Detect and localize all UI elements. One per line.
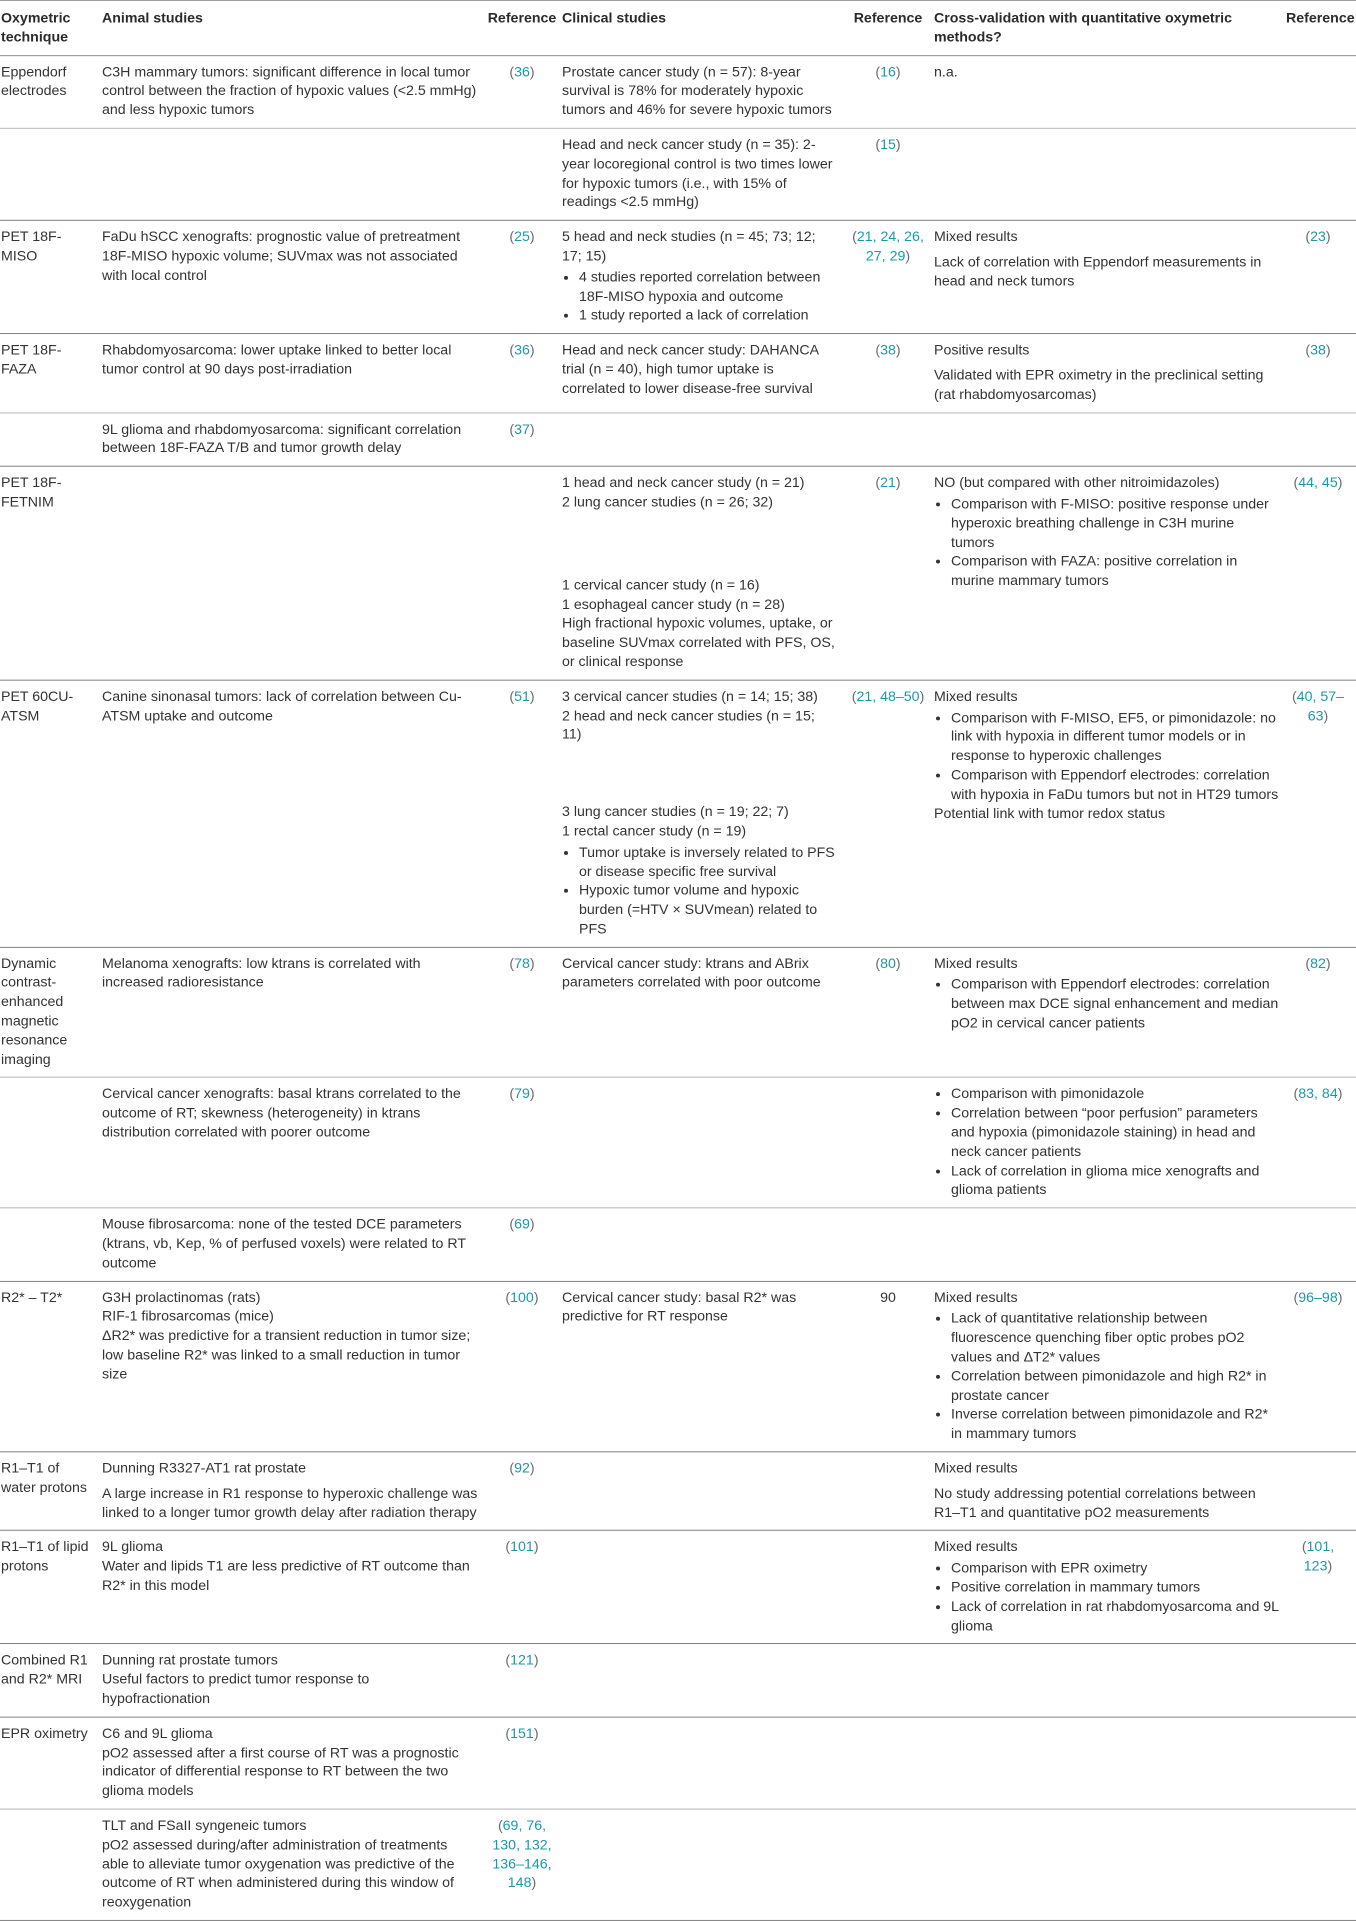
table-row [0, 1281, 1356, 1452]
reference-link[interactable]: 51 [514, 689, 530, 705]
animal-studies-cell [102, 1531, 484, 1644]
technique-cell: Eppendorf electrodes [1, 64, 67, 100]
bullet-item: • Comparison with F-MISO: positive response under hyperoxic breathing challenge in C3H murine tumors [951, 496, 1280, 554]
reference-link[interactable]: 79 [514, 1086, 530, 1103]
animal-text: Canine sinonasal tumors: lack of correlation between Cu-ATSM uptake and outcome [102, 689, 462, 724]
animal-ref-cell: (25) [509, 229, 535, 246]
clinical-text: Cervical cancer study: basal R2* was predictive for RT response [562, 1290, 797, 1325]
animal-ref-cell: (37) [509, 421, 535, 438]
clinical-studies-cell [562, 466, 844, 680]
technique-cell: PET 18F-FETNIM [1, 475, 62, 511]
animal-studies-cell [102, 55, 484, 128]
bullet-item: • Lack of correlation in glioma mice xenografts and glioma patients [951, 1162, 1280, 1200]
cross-text: Potential link with tumor redox status [934, 806, 1166, 822]
bullet-item: • Comparison with EPR oximetry [951, 1560, 1280, 1579]
cross-ref-cell [1286, 1208, 1356, 1281]
cross-validation-cell [934, 1452, 1286, 1531]
cross-validation-cell [934, 55, 1286, 128]
clinical-text: Head and neck cancer study (n = 35): 2-year locoregional control is two times lower for hypoxic tumors (i.e., with 15% of readings <2.5 mmHg) [562, 137, 833, 211]
technique-cell [0, 412, 102, 466]
clinical-text: 3 cervical cancer studies (n = 14; 15; 38) [562, 689, 818, 705]
reference-link[interactable]: 44, 45 [1298, 475, 1338, 492]
clinical-ref-cell [844, 1078, 934, 1208]
table-row [0, 1644, 1356, 1717]
animal-ref-cell: (69) [509, 1217, 535, 1233]
clinical-text: 3 lung cancer studies (n = 19; 22; 7) [562, 804, 789, 821]
clinical-studies-cell [562, 220, 844, 333]
clinical-ref-cell: (16) [875, 64, 901, 80]
cross-ref-cell: (83, 84) [1293, 1086, 1343, 1103]
animal-ref-cell: (78) [509, 956, 535, 972]
header-animal-reference: Reference [487, 10, 557, 27]
clinical-studies-cell [562, 1281, 844, 1452]
cross-validation-cell [934, 1208, 1286, 1281]
animal-text: Useful factors to predict tumor response to hypofractionation [102, 1672, 370, 1707]
clinical-ref-cell: (80) [875, 956, 901, 972]
clinical-studies-cell [562, 680, 844, 947]
clinical-ref-cell [844, 412, 934, 466]
cross-text: n.a. [934, 64, 958, 80]
cross-text: Mixed results [934, 689, 1018, 705]
animal-text: Melanoma xenografts: low ktrans is correlated with increased radioresistance [102, 956, 421, 991]
cross-bullet-list [934, 976, 1280, 1034]
table-row [0, 680, 1356, 947]
cross-text: Mixed results [934, 956, 1018, 972]
animal-studies-cell [102, 220, 484, 333]
animal-ref-cell [484, 128, 562, 220]
clinical-ref-cell: (21) [875, 475, 901, 492]
reference-link[interactable]: 37 [514, 421, 530, 438]
reference-link[interactable]: 80 [880, 956, 896, 972]
reference-link[interactable]: 25 [514, 229, 530, 246]
cross-text: NO (but compared with other nitroimidazoles) [934, 475, 1220, 492]
bullet-item: • 4 studies reported correlation between 18F-MISO hypoxia and outcome [579, 269, 838, 307]
clinical-studies-cell [562, 412, 844, 466]
table-row [0, 466, 1356, 680]
clinical-text: High fractional hypoxic volumes, uptake, or baseline SUVmax correlated with PFS, OS, or clinical response [562, 616, 835, 670]
table-row [0, 1717, 1356, 1809]
animal-text: Rhabdomyosarcoma: lower uptake linked to better local tumor control at 90 days post-irradiation [102, 342, 452, 378]
header-cross-reference: Reference [1286, 10, 1355, 27]
clinical-ref-cell [844, 1281, 934, 1452]
animal-studies-cell [102, 128, 484, 220]
header-technique: Oxymetric technique [1, 10, 71, 46]
clinical-studies-cell [562, 1644, 844, 1717]
clinical-ref-cell [844, 1531, 934, 1644]
clinical-ref-cell: (21, 48–50) [851, 689, 925, 705]
clinical-text: 1 rectal cancer study (n = 19) [562, 823, 747, 840]
reference-link[interactable]: 40, 57–63 [1296, 689, 1345, 724]
animal-studies-cell [102, 412, 484, 466]
reference-link[interactable]: 36 [514, 342, 530, 359]
cross-text: Lack of correlation with Eppendorf measurements in head and neck tumors [934, 254, 1262, 290]
animal-text: pO2 assessed during/after administration of treatments able to alleviate tumor oxygenation was predictive of the outcome of RT when administered during this window of reoxygenation [102, 1837, 455, 1911]
clinical-studies-cell [562, 1531, 844, 1644]
animal-studies-cell [102, 466, 484, 680]
table-row [0, 1452, 1356, 1531]
clinical-ref-cell: (15) [875, 137, 901, 153]
animal-text: Dunning R3327-AT1 rat prostate [102, 1461, 306, 1477]
table-row [0, 220, 1356, 333]
animal-text: Water and lipids T1 are less predictive of RT outcome than R2* in this model [102, 1558, 470, 1594]
animal-text: 9L glioma and rhabdomyosarcoma: significant correlation between 18F-FAZA T/B and tumor growth delay [102, 421, 462, 457]
animal-text: Cervical cancer xenografts: basal ktrans correlated to the outcome of RT; skewness (heterogeneity) in ktrans distribution correlated with poorer outcome [102, 1086, 461, 1141]
reference-link[interactable]: 36 [514, 64, 530, 80]
cross-bullet-list [934, 1310, 1280, 1444]
bullet-item: • 1 study reported a lack of correlation [579, 307, 838, 326]
technique-cell: PET 60CU-ATSM [1, 689, 74, 724]
bullet-item: • Positive correlation in mammary tumors [951, 1579, 1280, 1598]
cross-ref-cell [1286, 1644, 1356, 1717]
bullet-item: • Inverse correlation between pimonidazole and R2* in mammary tumors [951, 1406, 1280, 1444]
cross-validation-cell [934, 1078, 1286, 1208]
table-row [0, 1078, 1356, 1208]
animal-text: 9L glioma [102, 1539, 163, 1556]
animal-text: C6 and 9L glioma [102, 1726, 213, 1742]
technique-cell [0, 1809, 102, 1920]
animal-studies-cell [102, 1078, 484, 1208]
clinical-studies-cell [562, 1809, 844, 1920]
cross-text: Mixed results [934, 1539, 1018, 1556]
animal-text: TLT and FSaII syngeneic tumors [102, 1818, 307, 1834]
cross-text: Positive results [934, 342, 1030, 359]
cross-bullet-list [934, 709, 1280, 805]
cross-ref-cell: (38) [1305, 342, 1331, 359]
table-row [0, 1208, 1356, 1281]
reference-link[interactable]: 69 [514, 1217, 530, 1233]
cross-validation-cell [934, 412, 1286, 466]
cross-text: Validated with EPR oximetry in the preclinical setting (rat rhabdomyosarcomas) [934, 367, 1264, 403]
animal-studies-cell [102, 680, 484, 947]
technique-cell: R2* – T2* [1, 1290, 63, 1306]
bullet-item: • Comparison with Eppendorf electrodes: correlation between max DCE signal enhancement and median pO2 in cervical cancer patients [951, 976, 1280, 1034]
animal-ref-cell: (79) [509, 1086, 535, 1103]
cross-ref-cell [1286, 55, 1356, 128]
cross-validation-cell [934, 1531, 1286, 1644]
animal-studies-cell [102, 1281, 484, 1452]
clinical-studies-cell [562, 947, 844, 1077]
clinical-studies-cell [562, 55, 844, 128]
table-row [0, 412, 1356, 466]
reference-link[interactable]: 101, 123 [1303, 1539, 1335, 1575]
reference-link[interactable]: 83, 84 [1298, 1086, 1338, 1103]
cross-validation-cell [934, 1717, 1286, 1809]
table-row [0, 1531, 1356, 1644]
animal-ref-cell: (100) [505, 1290, 539, 1306]
reference-link[interactable]: 69, 76, 130, 132, 136–146, 148 [492, 1818, 552, 1892]
technique-cell: EPR oximetry [1, 1726, 88, 1742]
cross-text: No study addressing potential correlations between R1–T1 and quantitative pO2 measurements [934, 1486, 1256, 1521]
clinical-ref-cell: (21, 24, 26, 27, 29) [852, 229, 924, 265]
cross-ref-cell: (44, 45) [1293, 475, 1343, 492]
reference-link[interactable]: 100 [510, 1290, 534, 1306]
cross-text: Mixed results [934, 1290, 1018, 1306]
clinical-studies-cell [562, 128, 844, 220]
cross-validation-cell [934, 680, 1286, 947]
cross-validation-cell [934, 947, 1286, 1077]
animal-text: Mouse fibrosarcoma: none of the tested DCE parameters (ktrans, vb, Kep, % of perfused voxels) were related to RT outcome [102, 1217, 466, 1272]
reference-link[interactable]: 96–98 [1298, 1290, 1338, 1306]
header-clinical-reference: Reference [853, 10, 923, 27]
technique-cell: PET 18F-MISO [1, 229, 62, 265]
animal-text: A large increase in R1 response to hyperoxic challenge was linked to a longer tumor growth delay after radiation therapy [102, 1486, 478, 1521]
table-row [0, 55, 1356, 128]
cross-ref-cell: (40, 57–63) [1291, 689, 1345, 724]
clinical-studies-cell [562, 1452, 844, 1531]
animal-studies-cell [102, 947, 484, 1077]
bullet-item: • Comparison with FAZA: positive correlation in murine mammary tumors [951, 553, 1280, 591]
animal-text: pO2 assessed after a first course of RT was a prognostic indicator of differential response to RT between the two glioma models [102, 1745, 459, 1800]
cross-validation-cell [934, 220, 1286, 333]
clinical-text: Prostate cancer study (n = 57): 8-year survival is 78% for moderately hypoxic tumors and 46% for severe hypoxic tumors [562, 64, 832, 119]
clinical-text: 1 head and neck cancer study (n = 21) [562, 475, 805, 492]
table-header-row [0, 0, 1356, 55]
cross-text: Mixed results [934, 1461, 1018, 1477]
cross-validation-cell [934, 1281, 1286, 1452]
animal-text: RIF-1 fibrosarcomas (mice) [102, 1309, 274, 1325]
clinical-ref-cell: (38) [875, 342, 901, 359]
cross-ref-cell: (82) [1305, 956, 1331, 972]
animal-ref-cell: (36) [509, 342, 535, 359]
clinical-text: 2 head and neck cancer studies (n = 15; 11) [562, 708, 815, 743]
cross-ref-cell: (23) [1305, 229, 1331, 246]
bullet-item: • Correlation between pimonidazole and high R2* in prostate cancer [951, 1368, 1280, 1406]
animal-studies-cell [102, 1809, 484, 1920]
cross-ref-cell [1286, 1717, 1356, 1809]
clinical-text: 2 lung cancer studies (n = 26; 32) [562, 494, 773, 511]
clinical-ref-cell [844, 1452, 934, 1531]
clinical-text: 1 cervical cancer study (n = 16) [562, 577, 760, 594]
bullet-item: • Tumor uptake is inversely related to PFS or disease specific free survival [579, 844, 838, 882]
clinical-studies-cell [562, 1717, 844, 1809]
reference-link[interactable]: 151 [510, 1726, 534, 1742]
animal-ref-cell: (151) [505, 1726, 539, 1742]
animal-ref-cell: (101) [505, 1539, 539, 1556]
bullet-item: • Lack of quantitative relationship between fluorescence quenching fiber optic probes pO2 values and ΔT2* values [951, 1310, 1280, 1368]
table-row [0, 1809, 1356, 1920]
table-row [0, 947, 1356, 1077]
animal-studies-cell [102, 1208, 484, 1281]
animal-ref-cell: (51) [509, 689, 535, 705]
cross-ref-cell [1286, 128, 1356, 220]
reference-link[interactable]: 15 [880, 137, 896, 153]
animal-text: G3H prolactinomas (rats) [102, 1290, 261, 1306]
reference-link[interactable]: 78 [514, 956, 530, 972]
animal-text: ΔR2* was predictive for a transient reduction in tumor size; low baseline R2* was linked to a small reduction in tumor size [102, 1328, 471, 1383]
reference-link[interactable]: 121 [510, 1653, 534, 1669]
clinical-ref-cell [844, 1717, 934, 1809]
bullet-item: • Lack of correlation in rat rhabdomyosarcoma and 9L glioma [951, 1598, 1280, 1636]
cross-bullet-list [934, 1560, 1280, 1637]
technique-cell [0, 128, 102, 220]
cross-validation-cell [934, 1809, 1286, 1920]
reference-link[interactable]: 38 [880, 342, 896, 359]
bullet-item: • Correlation between “poor perfusion” parameters and hypoxia (pimonidazole staining) in head and neck cancer patients [951, 1105, 1280, 1163]
animal-text: C3H mammary tumors: significant difference in local tumor control between the fraction of hypoxic values (<2.5 mmHg) and less hypoxic tumors [102, 64, 477, 119]
cross-validation-cell [934, 334, 1286, 413]
animal-studies-cell [102, 334, 484, 413]
header-cross-validation: Cross-validation with quantitative oxymetric methods? [934, 10, 1232, 46]
reference-link[interactable]: 92 [514, 1461, 530, 1477]
clinical-text: 1 esophageal cancer study (n = 28) [562, 596, 785, 613]
header-animal-studies: Animal studies [102, 10, 203, 27]
cross-bullet-list [934, 1086, 1280, 1201]
animal-ref-cell: (92) [509, 1461, 535, 1477]
technique-cell: PET 18F-FAZA [1, 342, 62, 378]
reference-link[interactable]: 82 [1310, 956, 1326, 972]
cross-validation-cell [934, 1644, 1286, 1717]
cross-ref-cell [1286, 1809, 1356, 1920]
animal-studies-cell [102, 1717, 484, 1809]
clinical-studies-cell [562, 334, 844, 413]
cross-text: Mixed results [934, 229, 1018, 246]
reference-link[interactable]: 21, 48–50 [856, 689, 920, 705]
reference-link[interactable]: 101 [510, 1539, 534, 1556]
animal-ref-cell: (121) [505, 1653, 539, 1669]
clinical-text: Cervical cancer study: ktrans and ABrix parameters correlated with poor outcome [562, 956, 821, 991]
technique-cell: Combined R1 and R2* MRI [1, 1653, 88, 1688]
technique-cell [0, 1078, 102, 1208]
clinical-text: Head and neck cancer study: DAHANCA trial (n = 40), high tumor uptake is correlated to lower disease-free survival [562, 342, 819, 397]
clinical-bullet-list [562, 844, 838, 940]
technique-cell: R1–T1 of water protons [1, 1461, 87, 1496]
cross-ref-cell [1286, 1452, 1356, 1531]
technique-cell: Dynamic contrast-enhanced magnetic resonance imaging [1, 956, 68, 1068]
table-row [0, 128, 1356, 220]
clinical-studies-cell [562, 1078, 844, 1208]
animal-ref-cell: (36) [509, 64, 535, 80]
bullet-item: • Comparison with F-MISO, EF5, or pimonidazole: no link with hypoxia in different tumor models or in response to hyperoxic challenges [951, 709, 1280, 767]
clinical-ref-cell [844, 1208, 934, 1281]
animal-text: FaDu hSCC xenografts: prognostic value of pretreatment 18F-MISO hypoxic volume; SUVmax was not associated with local control [102, 229, 461, 284]
cross-ref-cell: (96–98) [1293, 1290, 1343, 1306]
reference-plain: 90 [880, 1290, 896, 1306]
reference-link[interactable]: 16 [880, 64, 896, 80]
header-clinical-studies: Clinical studies [562, 10, 667, 27]
technique-cell [0, 1208, 102, 1281]
animal-studies-cell [102, 1452, 484, 1531]
table-row [0, 334, 1356, 413]
cross-validation-cell [934, 466, 1286, 680]
animal-ref-cell: (69, 76, 130, 132, 136–146, 148) [492, 1818, 552, 1892]
reference-link[interactable]: 21, 24, 26, 27, 29 [856, 229, 924, 265]
cross-validation-cell [934, 128, 1286, 220]
clinical-bullet-list [562, 269, 838, 327]
reference-link[interactable]: 21 [880, 475, 896, 492]
cross-ref-cell [1286, 412, 1356, 466]
clinical-studies-cell [562, 1208, 844, 1281]
technique-cell: R1–T1 of lipid protons [1, 1539, 89, 1575]
clinical-ref-cell [844, 1809, 934, 1920]
reference-link[interactable]: 23 [1310, 229, 1326, 246]
bullet-item: • Hypoxic tumor volume and hypoxic burden (=HTV × SUVmean) related to PFS [579, 882, 838, 940]
reference-link[interactable]: 38 [1310, 342, 1326, 359]
bullet-item: • Comparison with pimonidazole [951, 1086, 1280, 1105]
clinical-ref-cell [844, 1644, 934, 1717]
animal-text: Dunning rat prostate tumors [102, 1653, 278, 1669]
animal-studies-cell [102, 1644, 484, 1717]
bullet-item: • Comparison with Eppendorf electrodes: correlation with hypoxia in FaDu tumors but not in HT29 tumors [951, 767, 1280, 805]
cross-ref-cell: (101, 123) [1301, 1539, 1335, 1575]
cross-bullet-list [934, 496, 1280, 592]
clinical-text: 5 head and neck studies (n = 45; 73; 12; 17; 15) [562, 229, 816, 265]
animal-ref-cell [484, 466, 562, 680]
